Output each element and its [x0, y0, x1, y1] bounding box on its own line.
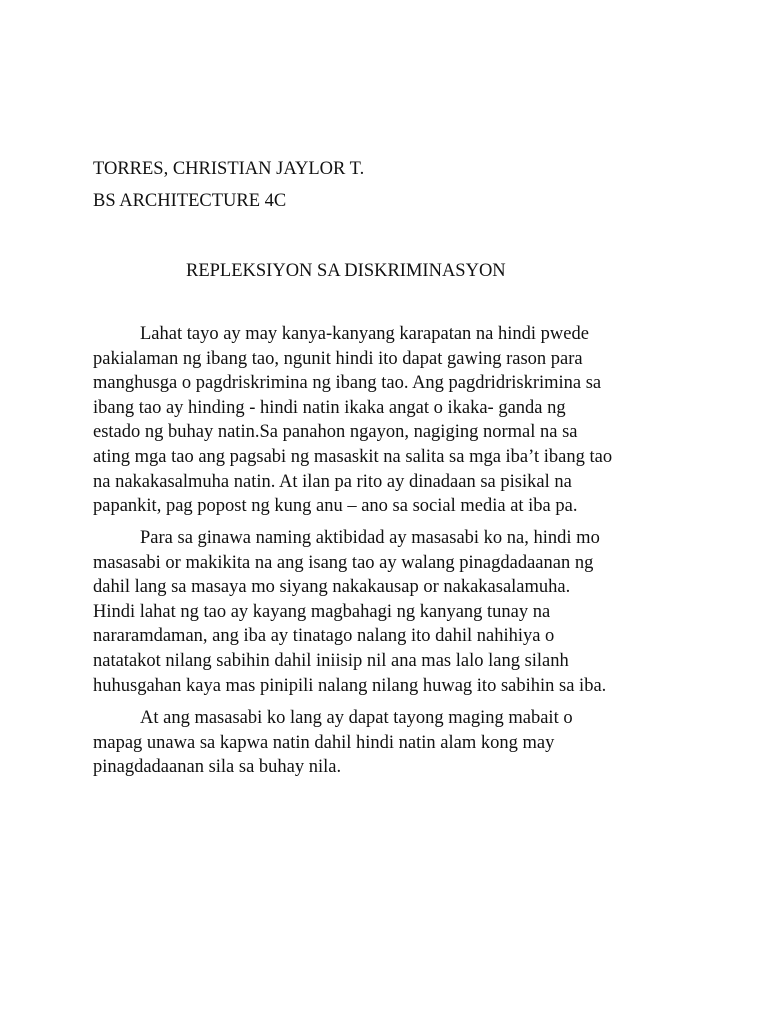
- paragraph-line: dahil lang sa masaya mo siyang nakakausap or nakakasalamuha.: [93, 577, 571, 598]
- paragraph-line: natatakot nilang sabihin dahil iniisip nil ana mas lalo lang silanh: [93, 650, 569, 671]
- document-title: REPLEKSIYON SA DISKRIMINASYON: [186, 261, 506, 281]
- paragraph-line: pakialaman ng ibang tao, ngunit hindi ito dapat gawing rason para: [93, 348, 583, 369]
- paragraph-line: masasabi or makikita na ang isang tao ay walang pinagdadaanan ng: [93, 552, 594, 573]
- paragraph-line: na nakakasalmuha natin. At ilan pa rito ay dinadaan sa pisikal na: [93, 471, 572, 492]
- paragraph-2: [93, 526, 685, 698]
- paragraph-line: manghusga o pagdriskrimina ng ibang tao. Ang pagdridriskrimina sa: [93, 373, 602, 394]
- paragraph-line: Para sa ginawa naming aktibidad ay masasabi ko na, hindi mo: [140, 528, 600, 548]
- paragraph-line: pinagdadaanan sila sa buhay nila.: [93, 757, 342, 778]
- paragraph-3: [93, 706, 685, 780]
- paragraph-line: Lahat tayo ay may kanya-kanyang karapatan na hindi pwede: [140, 324, 589, 344]
- paragraph-line: ibang tao ay hinding - hindi natin ikaka angat o ikaka- ganda ng: [93, 397, 566, 418]
- paragraph-line: huhusgahan kaya mas pinipili nalang nilang huwag ito sabihin sa iba.: [93, 675, 607, 696]
- course-section: BS ARCHITECTURE 4C: [93, 191, 287, 211]
- paragraph-1: [93, 322, 685, 519]
- paragraph-line: ating mga tao ang pagsabi ng masaskit na salita sa mga iba’t ibang tao: [93, 446, 613, 467]
- paragraph-line: nararamdaman, ang iba ay tinatago nalang ito dahil nahihiya o: [93, 626, 555, 647]
- paragraph-line: mapag unawa sa kapwa natin dahil hindi natin alam kong may: [93, 732, 555, 753]
- paragraph-line: estado ng buhay natin.Sa panahon ngayon, nagiging normal na sa: [93, 422, 578, 443]
- paragraph-line: At ang masasabi ko lang ay dapat tayong maging mabait o: [140, 708, 573, 728]
- author-name: TORRES, CHRISTIAN JAYLOR T.: [93, 159, 365, 179]
- paragraph-line: Hindi lahat ng tao ay kayang magbahagi ng kanyang tunay na: [93, 601, 551, 622]
- paragraph-line: papankit, pag popost ng kung anu – ano sa social media at iba pa.: [93, 496, 578, 517]
